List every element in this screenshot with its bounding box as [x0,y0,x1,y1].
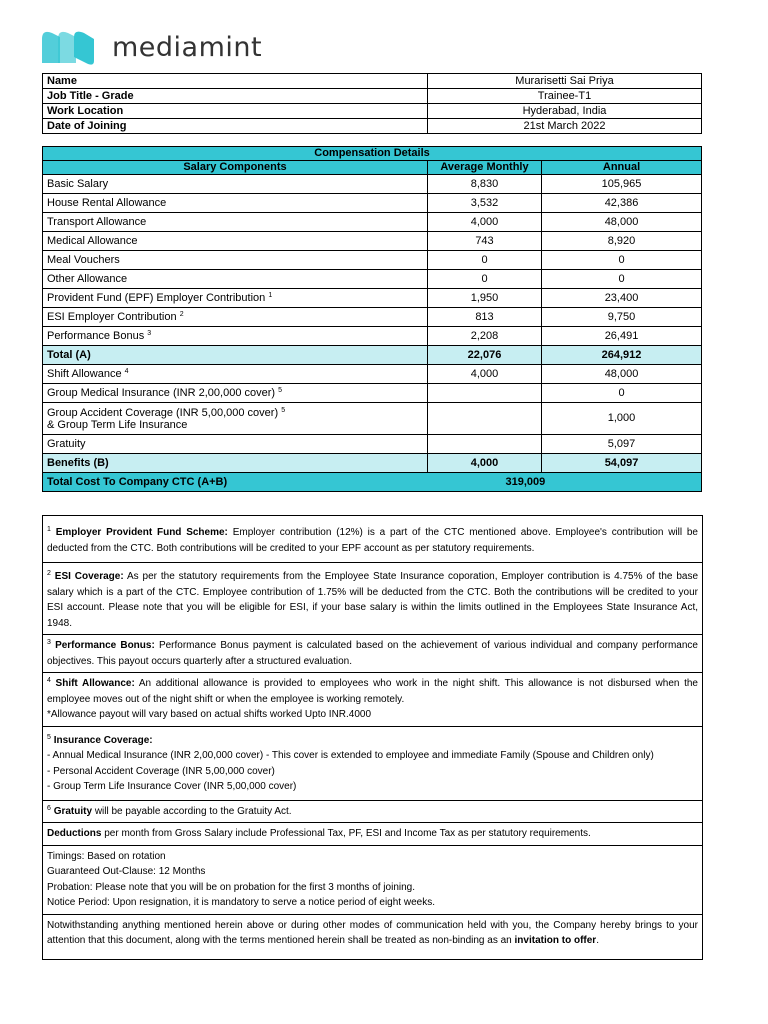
component-annual: 26,491 [542,327,702,346]
note-performance-bonus: $^3$ Performance Bonus: Performance Bonus payment is calculated based on the achievement of various individual and company performance objectives. This payout occurs quarterly after a structured evaluation. [43,635,702,673]
component-annual: 23,400 [542,289,702,308]
component-annual: 0 [542,251,702,270]
compensation-title: Compensation Details [43,147,702,161]
note-insurance-coverage: $^5$ Insurance Coverage: - Annual Medical Insurance (INR 2,00,000 cover) - This cover is extended to employee and immediate Family (Spouse and Children only) - Personal Accident Coverage (INR 5,00,000 cover) - Group Term Life Insurance Cover (INR 5,00,000 cover) [43,727,702,801]
component-monthly: 0 [428,270,542,289]
component-label: Other Allowance [43,270,428,289]
benefits-b-label: Benefits (B) [43,454,428,473]
salary-component-row [43,308,702,327]
column-header: Annual [542,161,702,175]
info-row-work-location [43,104,702,119]
shift-allowance-label: Shift Allowance $^4$ [43,365,428,384]
benefits-b-row [43,454,702,473]
note-esi: $^2$ ESI Coverage: As per the statutory requirements from the Employee State Insurance coporation, Employer contribution is 4.75% of the base salary which is a part of the CTC. Employee contribution of 1.75% will be deducted from the CTC. Both the contributions will be credited to your ESI account. Please note that you will be eligible for ESI, if your base salary is within the limits outlined in the Employees State Insurance Act, 1948. [43,563,702,635]
total-a-annual: 264,912 [542,346,702,365]
component-annual: 0 [542,270,702,289]
note-epf: $^1$ Employer Provident Fund Scheme: Employer contribution (12%) is a part of the CTC mentioned above. Employee's contribution will be deducted from the CTC. Both contributions will be credited to your EPF account as per statutory requirements. [43,516,702,563]
salary-component-row [43,232,702,251]
salary-component-row [43,327,702,346]
column-header: Average Monthly [428,161,542,175]
component-annual: 8,920 [542,232,702,251]
salary-component-row [43,270,702,289]
component-label: Transport Allowance [43,213,428,232]
component-label: Provident Fund (EPF) Employer Contribution $^1$ [43,289,428,308]
info-value: 21st March 2022 [428,119,702,134]
note-gratuity: $^6$ Gratuity will be payable according to the Gratuity Act. [43,801,702,824]
salary-component-row [43,194,702,213]
group-accident-label: Group Accident Coverage (INR 5,00,000 cover) $^5$ & Group Term Life Insurance [43,403,428,435]
component-monthly: 743 [428,232,542,251]
salary-component-row [43,289,702,308]
info-value: Hyderabad, India [428,104,702,119]
shift-allowance-monthly: 4,000 [428,365,542,384]
note-deductions: Deductions per month from Gross Salary include Professional Tax, PF, ESI and Income Tax as per statutory requirements. [43,823,702,846]
component-monthly: 1,950 [428,289,542,308]
note-shift-allowance: $^4$ Shift Allowance: An additional allowance is provided to employees who work in the night shift. This allowance is not disbursed when the employee moves out of the night shift or when the employee is working remotely. *Allowance payout will vary based on actual shifts worked Upto INR.4000 [43,673,702,727]
info-row-date-of-joining [43,119,702,134]
insurance-line: - Annual Medical Insurance (INR 2,00,000 cover) - This cover is extended to employee and immediate Family (Spouse and Children only) [47,750,654,761]
benefits-b-annual: 54,097 [542,454,702,473]
info-row-name [43,74,702,89]
compensation-header-row [43,161,702,175]
total-a-row [43,346,702,365]
shift-allowance-payout-note: *Allowance payout will vary based on actual shifts worked Upto INR.4000 [47,709,372,720]
group-medical-annual: 0 [542,384,702,403]
gratuity-row [43,435,702,454]
shift-allowance-row [43,365,702,384]
component-monthly: 8,830 [428,175,542,194]
component-annual: 42,386 [542,194,702,213]
info-label: Name [43,74,428,89]
salary-component-row [43,251,702,270]
shift-allowance-annual: 48,000 [542,365,702,384]
compensation-table [42,146,702,492]
gratuity-monthly [428,435,542,454]
component-label: Medical Allowance [43,232,428,251]
benefits-b-monthly: 4,000 [428,454,542,473]
component-annual: 48,000 [542,213,702,232]
group-accident-annual: 1,000 [542,403,702,435]
note-terms [43,846,702,915]
group-medical-label: Group Medical Insurance (INR 2,00,000 cover) $^5$ [43,384,428,403]
component-annual: 9,750 [542,308,702,327]
group-medical-row [43,384,702,403]
column-header: Salary Components [43,161,428,175]
info-label: Work Location [43,104,428,119]
component-label: House Rental Allowance [43,194,428,213]
mediamint-logo [40,27,262,67]
employee-info-table [42,73,702,134]
component-monthly: 813 [428,308,542,327]
component-label: Performance Bonus $^3$ [43,327,428,346]
total-a-label: Total (A) [43,346,428,365]
term-line: Guaranteed Out-Clause: 12 Months [47,866,206,877]
note-non-binding: Notwithstanding anything mentioned herein above or during other modes of communication held with you, the Company hereby brings to your attention that this document, along with the terms mentioned herein shall be treated as non-binding as an invitation to offer. [47,919,698,946]
component-annual: 105,965 [542,175,702,194]
group-accident-monthly [428,403,542,435]
term-line: Notice Period: Upon resignation, it is mandatory to serve a notice period of eight weeks. [47,897,435,908]
ctc-label: Total Cost To Company CTC (A+B) [43,473,542,492]
component-label: Basic Salary [43,175,428,194]
component-monthly: 0 [428,251,542,270]
salary-component-row [43,213,702,232]
compensation-title-row [43,147,702,161]
gratuity-label: Gratuity [43,435,428,454]
component-label: ESI Employer Contribution $^2$ [43,308,428,327]
group-accident-row [43,403,702,435]
component-monthly: 2,208 [428,327,542,346]
gratuity-annual: 5,097 [542,435,702,454]
info-value: Murarisetti Sai Priya [428,74,702,89]
term-line: Timings: Based on rotation [47,850,166,862]
total-a-monthly: 22,076 [428,346,542,365]
mediamint-wordmark: mediamint [112,31,263,63]
info-label: Date of Joining [43,119,428,134]
component-monthly: 3,532 [428,194,542,213]
group-medical-monthly [428,384,542,403]
component-monthly: 4,000 [428,213,542,232]
insurance-line: - Personal Accident Coverage (INR 5,00,000 cover) [47,765,275,777]
ctc-row [43,473,702,492]
mediamint-logo-icon [40,27,98,67]
ctc-value: 319,009 [542,473,702,492]
term-line: Probation: Please note that you will be on probation for the first 3 months of joining. [47,881,415,893]
info-row-job-title [43,89,702,104]
salary-component-row [43,175,702,194]
info-value: Trainee-T1 [428,89,702,104]
component-label: Meal Vouchers [43,251,428,270]
info-label: Job Title - Grade [43,89,428,104]
insurance-line: - Group Term Life Insurance Cover (INR 5,00,000 cover) [47,781,297,792]
notes-box [42,515,703,960]
